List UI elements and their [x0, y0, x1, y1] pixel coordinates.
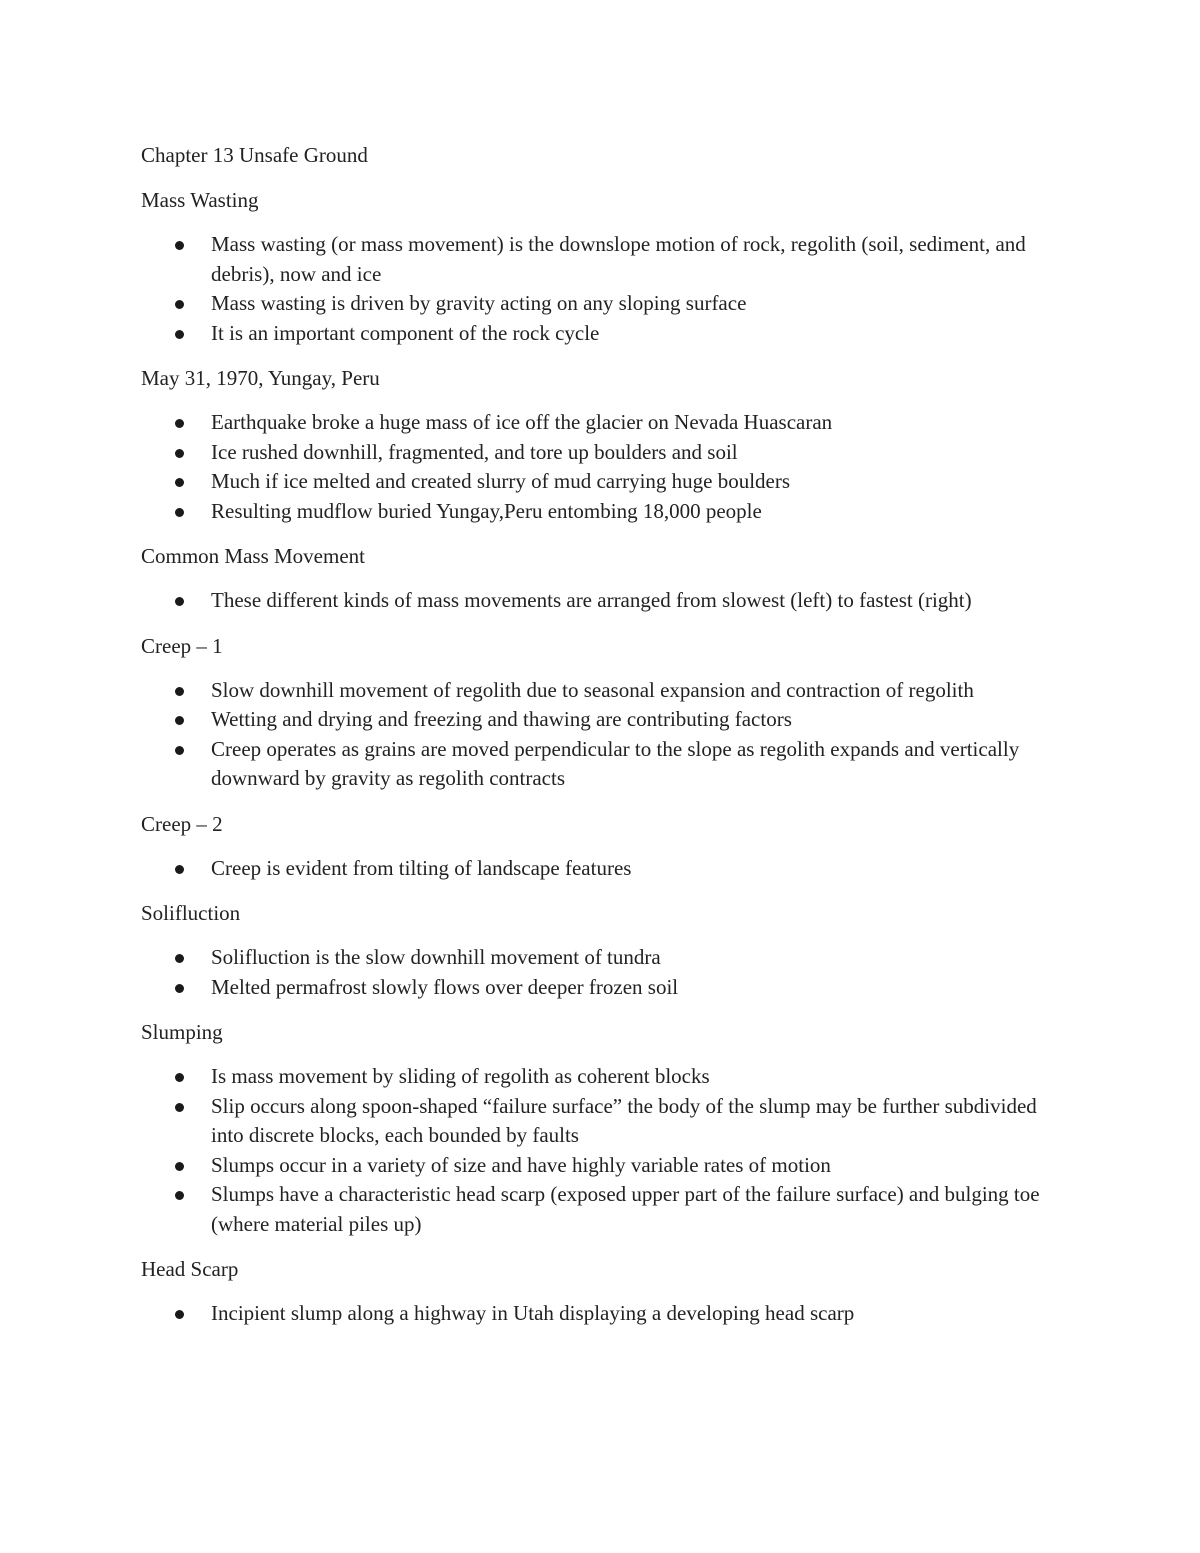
list-item-text: Solifluction is the slow downhill movement of tundra	[211, 945, 661, 969]
bullet-icon	[175, 330, 184, 339]
section-heading: May 31, 1970, Yungay, Peru	[141, 366, 380, 390]
bullet-icon	[175, 241, 184, 250]
bullet-icon	[175, 449, 184, 458]
list-item-text: These different kinds of mass movements are arranged from slowest (left) to fastest (right)	[211, 588, 972, 612]
section-heading: Solifluction	[141, 901, 241, 925]
list-item	[141, 1092, 1041, 1151]
list-item-text: Is mass movement by sliding of regolith as coherent blocks	[211, 1064, 710, 1088]
list-item-text: Melted permafrost slowly flows over deeper frozen soil	[211, 974, 679, 999]
list-item-text: Slumps have a characteristic head scarp (exposed upper part of the failure surface) and bulging toe (where material piles up)	[211, 1182, 1040, 1236]
bullet-icon	[175, 478, 184, 487]
list-item	[141, 943, 1041, 973]
bullet-icon	[175, 1073, 184, 1082]
list-item	[141, 1299, 1041, 1329]
list-item-text: Creep operates as grains are moved perpendicular to the slope as regolith expands and vertically downward by gravity as regolith contracts	[211, 736, 1020, 790]
bullet-list	[141, 1062, 1041, 1239]
bullet-list	[141, 230, 1041, 348]
section-heading: Slumping	[141, 1020, 223, 1044]
list-item-text: Slow downhill movement of regolith due to seasonal expansion and contraction of regolith	[211, 677, 974, 702]
bullet-icon	[175, 419, 184, 428]
section-heading: Common Mass Movement	[141, 544, 365, 568]
list-item-text: Mass wasting is driven by gravity acting on any sloping surface	[211, 291, 747, 315]
list-item-text: Much if ice melted and created slurry of mud carrying huge boulders	[211, 469, 791, 493]
list-item	[141, 1062, 1041, 1092]
list-item	[141, 1180, 1041, 1239]
bullet-icon	[175, 1162, 184, 1171]
list-item-text: Incipient slump along a highway in Utah displaying a developing head scarp	[211, 1301, 855, 1325]
section-heading: Creep – 2	[141, 811, 223, 836]
bullet-list	[141, 854, 1041, 884]
list-item-text: Slumps occur in a variety of size and have highly variable rates of motion	[211, 1152, 831, 1177]
bullet-icon	[175, 865, 184, 874]
list-item	[141, 676, 1041, 706]
list-item	[141, 289, 1041, 319]
section-heading: Mass Wasting	[141, 188, 259, 212]
list-item	[141, 467, 1041, 497]
list-item	[141, 497, 1041, 527]
list-item-text: Slip occurs along spoon-shaped “failure surface” the body of the slump may be further subdivided into discrete blocks, each bounded by faults	[211, 1093, 1037, 1147]
list-item	[141, 408, 1041, 438]
bullet-icon	[175, 300, 184, 309]
bullet-icon	[175, 716, 184, 725]
bullet-icon	[175, 984, 184, 993]
list-item	[141, 438, 1041, 468]
list-item	[141, 854, 1041, 884]
list-item-text: Mass wasting (or mass movement) is the downslope motion of rock, regolith (soil, sediment, and debris), now and ice	[211, 232, 1026, 286]
section-heading: Head Scarp	[141, 1257, 239, 1281]
list-item	[141, 319, 1041, 349]
list-item-text: Creep is evident from tilting of landscape features	[211, 855, 632, 880]
list-item-text: It is an important component of the rock cycle	[211, 320, 600, 345]
bullet-list	[141, 943, 1041, 1002]
bullet-list	[141, 1299, 1041, 1329]
bullet-icon	[175, 746, 184, 755]
bullet-icon	[175, 1310, 184, 1319]
list-item	[141, 735, 1041, 794]
section-heading: Creep – 1	[141, 633, 223, 658]
bullet-list	[141, 408, 1041, 526]
bullet-icon	[175, 1103, 184, 1112]
bullet-icon	[175, 954, 184, 963]
list-item-text: Earthquake broke a huge mass of ice off the glacier on Nevada Huascaran	[211, 410, 833, 434]
bullet-icon	[175, 1191, 184, 1200]
document-page	[141, 140, 1041, 1344]
bullet-list	[141, 586, 1041, 616]
list-item-text: Ice rushed downhill, fragmented, and tore up boulders and soil	[211, 439, 738, 464]
bullet-icon	[175, 597, 184, 606]
list-item	[141, 1151, 1041, 1181]
list-item	[141, 973, 1041, 1003]
list-item-text: Wetting and drying and freezing and thawing are contributing factors	[211, 707, 792, 731]
document-title: Chapter 13 Unsafe Ground	[141, 143, 368, 167]
bullet-icon	[175, 508, 184, 517]
list-item	[141, 586, 1041, 616]
bullet-icon	[175, 687, 184, 696]
bullet-list	[141, 676, 1041, 794]
list-item-text: Resulting mudflow buried Yungay,Peru entombing 18,000 people	[211, 498, 762, 523]
list-item	[141, 230, 1041, 289]
list-item	[141, 705, 1041, 735]
